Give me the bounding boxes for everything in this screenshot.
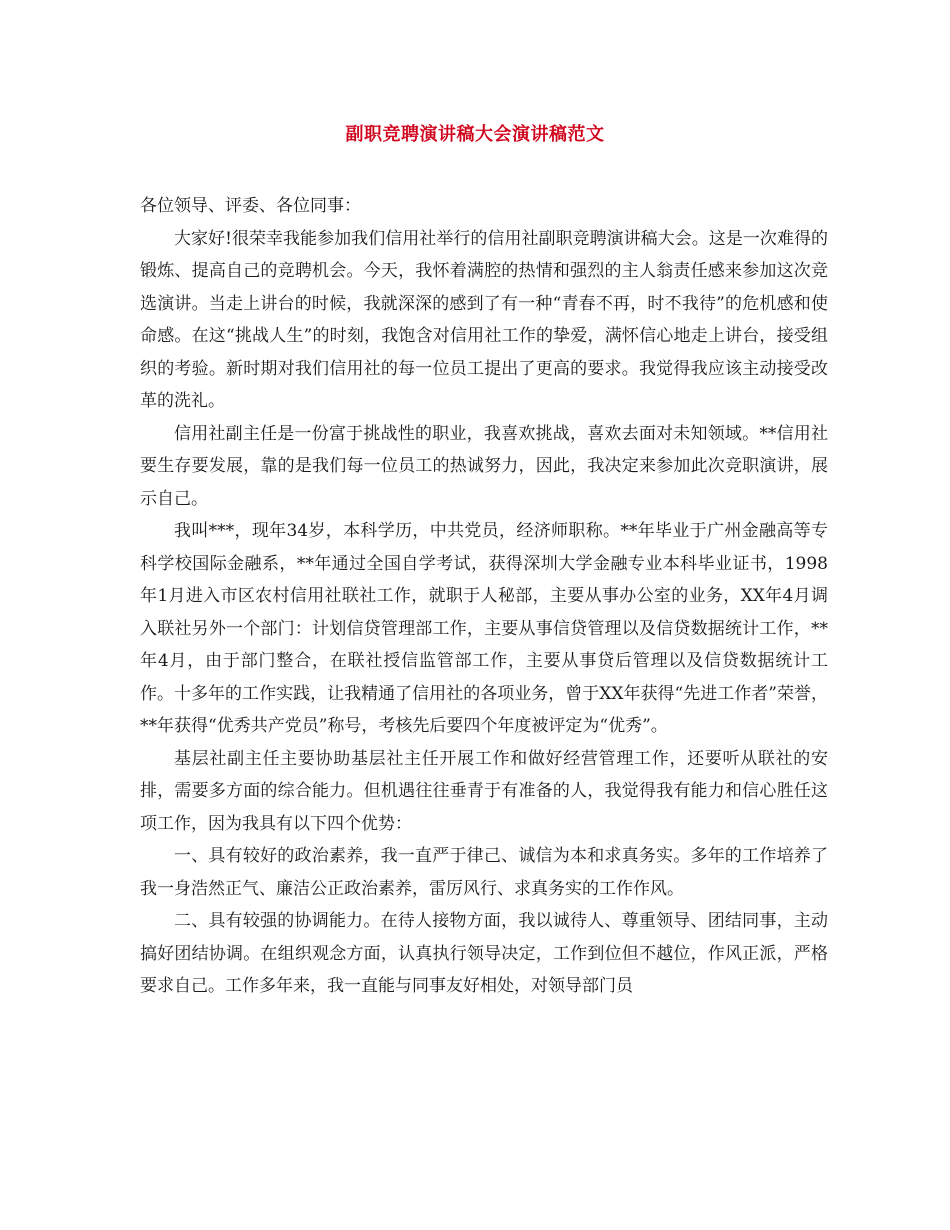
paragraph: 信用社副主任是一份富于挑战性的职业，我喜欢挑战，喜欢去面对未知领域。**信用社要生存要发展，靠的是我们每一位员工的热诚努力，因此，我决定来参加此次竞职演讲，展示自己。 [140,423,828,509]
paragraph: 我叫***，现年34岁，本科学历，中共党员，经济师职称。**年毕业于广州金融高等专科学校国际金融系，**年通过全国自学考试，获得深圳大学金融专业本科毕业证书，1998年1月进入市区农村信用社联社工作，就职于人秘部，主要从事办公室的业务，XX年4月调入联社另外一个部门：计划信贷管理部工作，主要从事信贷管理以及信贷数据统计工作，**年4月，由于部门整合，在联社授信监管部工作，主要从事贷后管理以及信贷数据统计工作。十多年的工作实践，让我精通了信用社的各项业务，曾于XX年获得“先进工作者”荣誉，**年获得“优秀共产党员”称号，考核先后要四个年度被评定为“优秀”。 [140,521,828,736]
paragraph: 大家好!很荣幸我能参加我们信用社举行的信用社副职竞聘演讲稿大会。这是一次难得的锻炼、提高自己的竞聘机会。今天，我怀着满腔的热情和强烈的主人翁责任感来参加这次竞选演讲。当走上讲台的时候，我就深深的感到了有一种“青春不再，时不我待”的危机感和使命感。在这“挑战人生”的时刻，我饱含对信用社工作的挚爱，满怀信心地走上讲台，接受组织的考验。新时期对我们信用社的每一位员工提出了更高的要求。我觉得我应该主动接受改革的洗礼。 [140,228,828,411]
document-title: 副职竞聘演讲稿大会演讲稿范文 [345,124,605,145]
paragraph: 基层社副主任主要协助基层社主任开展工作和做好经营管理工作，还要听从联社的安排，需要多方面的综合能力。但机遇往往垂青于有准备的人，我觉得我有能力和信心胜任这项工作，因为我具有以下四个优势： [140,748,828,834]
salutation: 各位领导、评委、各位同事： [140,196,361,216]
paragraph: 二、具有较强的协调能力。在待人接物方面，我以诚待人、尊重领导、团结同事，主动搞好团结协调。在组织观念方面，认真执行领导决定，工作到位但不越位，作风正派，严格要求自己。工作多年来，我一直能与同事友好相处，对领导部门员 [140,911,828,996]
paragraph: 一、具有较好的政治素养，我一直严于律己、诚信为本和求真务实。多年的工作培养了我一身浩然正气、廉洁公正政治素养，雷厉风行、求真务实的工作作风。 [140,846,828,899]
document-body [140,190,828,1003]
